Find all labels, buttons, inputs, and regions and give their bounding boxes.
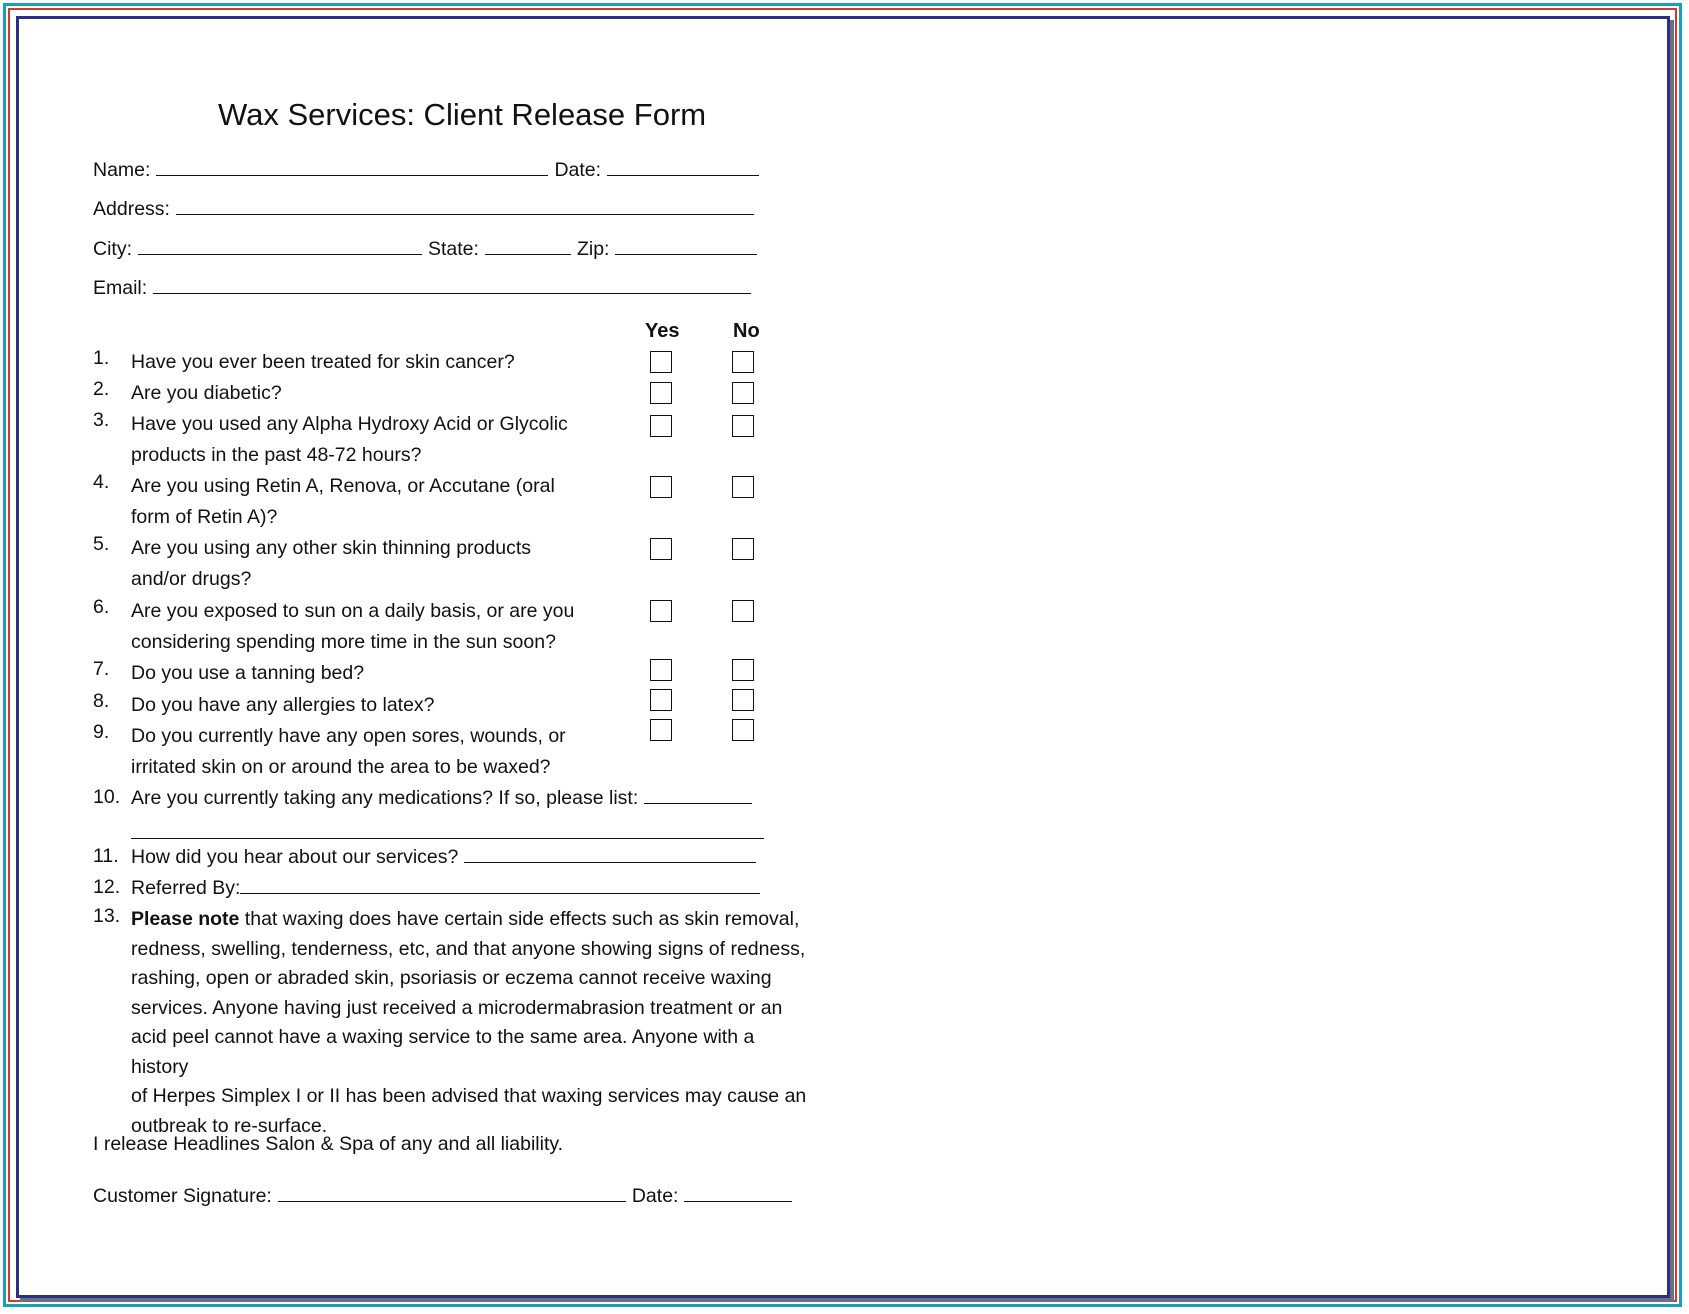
- question-line: Have you used any Alpha Hydroxy Acid or Glycolic: [131, 413, 568, 435]
- question-number: 2.: [93, 378, 110, 400]
- note-line: [131, 905, 811, 935]
- question-line: Do you currently have any open sores, wounds, or: [131, 725, 566, 747]
- question-line: irritated skin on or around the area to be waxed?: [131, 756, 551, 778]
- question-line: Do you use a tanning bed?: [131, 662, 365, 684]
- question-text: [131, 347, 601, 378]
- signature-date-label: Date:: [631, 1185, 679, 1207]
- medications-row: [131, 786, 758, 810]
- hear-about-field[interactable]: [464, 845, 756, 863]
- question-line: considering spending more time in the sun soon?: [131, 631, 556, 653]
- question-number: 10.: [93, 786, 121, 808]
- signature-field[interactable]: [278, 1184, 626, 1202]
- city-label: City:: [93, 238, 132, 260]
- q1-yes-checkbox[interactable]: [650, 351, 672, 373]
- signature-row: [93, 1184, 798, 1208]
- signature-label: Customer Signature:: [93, 1185, 272, 1207]
- question-line: Are you using any other skin thinning products: [131, 537, 531, 559]
- question-number: 11.: [93, 845, 119, 867]
- q8-no-checkbox[interactable]: [732, 689, 754, 711]
- question-number: 7.: [93, 658, 110, 680]
- note-line: redness, swelling, tenderness, etc, and that anyone showing signs of redness,: [131, 937, 806, 960]
- question-text: [131, 533, 601, 595]
- address-label: Address:: [93, 198, 170, 220]
- note-line: rashing, open or abraded skin, psoriasis or eczema cannot receive waxing: [131, 967, 772, 989]
- form-title: Wax Services: Client Release Form: [218, 97, 707, 132]
- question-text: [131, 658, 601, 689]
- question-line: Do you have any allergies to latex?: [131, 694, 435, 716]
- city-field[interactable]: [138, 237, 422, 255]
- q3-yes-checkbox[interactable]: [650, 415, 672, 437]
- question-number: 9.: [93, 721, 110, 743]
- state-field[interactable]: [485, 237, 571, 255]
- signature-date-field[interactable]: [684, 1184, 792, 1202]
- note-line: services. Anyone having just received a microdermabrasion treatment or an: [131, 996, 783, 1019]
- date-field[interactable]: [607, 158, 759, 176]
- question-line: Are you using Retin A, Renova, or Accutane (oral: [131, 475, 555, 497]
- address-row: [93, 197, 760, 221]
- question-line: Have you ever been treated for skin cancer?: [131, 351, 515, 373]
- note-line: outbreak to re-surface.: [131, 1114, 328, 1137]
- question-number: 3.: [93, 409, 110, 431]
- name-label: Name:: [93, 159, 151, 181]
- question-line: form of Retin A)?: [131, 506, 278, 528]
- q7-no-checkbox[interactable]: [732, 659, 754, 681]
- q3-no-checkbox[interactable]: [732, 415, 754, 437]
- yes-column-header: Yes: [645, 320, 680, 342]
- question-line: Are you diabetic?: [131, 382, 282, 404]
- question-number: 6.: [93, 596, 110, 618]
- q7-yes-checkbox[interactable]: [650, 659, 672, 681]
- question-number: 4.: [93, 471, 110, 493]
- question-text: [131, 690, 601, 721]
- q6-yes-checkbox[interactable]: [650, 600, 672, 622]
- q2-yes-checkbox[interactable]: [650, 382, 672, 404]
- side-effects-note: [131, 905, 811, 1141]
- referred-by-row: [131, 876, 766, 900]
- email-row: [93, 276, 757, 300]
- question-line: products in the past 48-72 hours?: [131, 444, 422, 466]
- note-line: acid peel cannot have a waxing service to the same area. Anyone with a history: [131, 1026, 755, 1078]
- q1-no-checkbox[interactable]: [732, 351, 754, 373]
- note-line: of Herpes Simplex I or II has been advised that waxing services may cause an: [131, 1085, 807, 1107]
- question-line: and/or drugs?: [131, 568, 252, 590]
- question-text: [131, 471, 601, 533]
- question-line: Are you exposed to sun on a daily basis, or are you: [131, 600, 575, 622]
- no-column-header: No: [733, 320, 760, 342]
- q4-yes-checkbox[interactable]: [650, 476, 672, 498]
- state-label: State:: [428, 238, 479, 260]
- q5-no-checkbox[interactable]: [732, 538, 754, 560]
- q2-no-checkbox[interactable]: [732, 382, 754, 404]
- referred-by-field[interactable]: [240, 876, 760, 894]
- email-field[interactable]: [153, 276, 751, 294]
- question-text: [131, 596, 601, 658]
- date-label: Date:: [554, 159, 602, 181]
- question-number: 8.: [93, 690, 110, 712]
- city-state-zip-row: [93, 237, 763, 261]
- question-number: 1.: [93, 347, 110, 369]
- address-field[interactable]: [176, 197, 754, 215]
- q4-no-checkbox[interactable]: [732, 476, 754, 498]
- q9-no-checkbox[interactable]: [732, 719, 754, 741]
- question-number: 13.: [93, 905, 121, 927]
- note-text: that waxing does have certain side effects such as skin removal,: [239, 908, 800, 930]
- hear-about-label: How did you hear about our services?: [131, 846, 459, 868]
- medications-label: Are you currently taking any medications? If so, please list:: [131, 787, 639, 809]
- medications-field[interactable]: [644, 786, 752, 804]
- question-text: [131, 409, 601, 471]
- q9-yes-checkbox[interactable]: [650, 719, 672, 741]
- q5-yes-checkbox[interactable]: [650, 538, 672, 560]
- zip-label: Zip:: [576, 238, 610, 260]
- question-number: 5.: [93, 533, 110, 555]
- name-date-row: [93, 158, 765, 182]
- medications-field-line-2[interactable]: [131, 838, 764, 839]
- name-field[interactable]: [156, 158, 548, 176]
- email-label: Email:: [93, 277, 148, 299]
- q6-no-checkbox[interactable]: [732, 600, 754, 622]
- zip-field[interactable]: [615, 237, 757, 255]
- note-bold: Please note: [131, 908, 240, 930]
- release-statement: I release Headlines Salon & Spa of any and all liability.: [93, 1133, 564, 1155]
- question-text: [131, 378, 601, 409]
- question-number: 12.: [93, 876, 121, 898]
- question-text: [131, 721, 601, 783]
- hear-about-row: [131, 845, 762, 869]
- q8-yes-checkbox[interactable]: [650, 689, 672, 711]
- referred-by-label: Referred By:: [131, 877, 241, 899]
